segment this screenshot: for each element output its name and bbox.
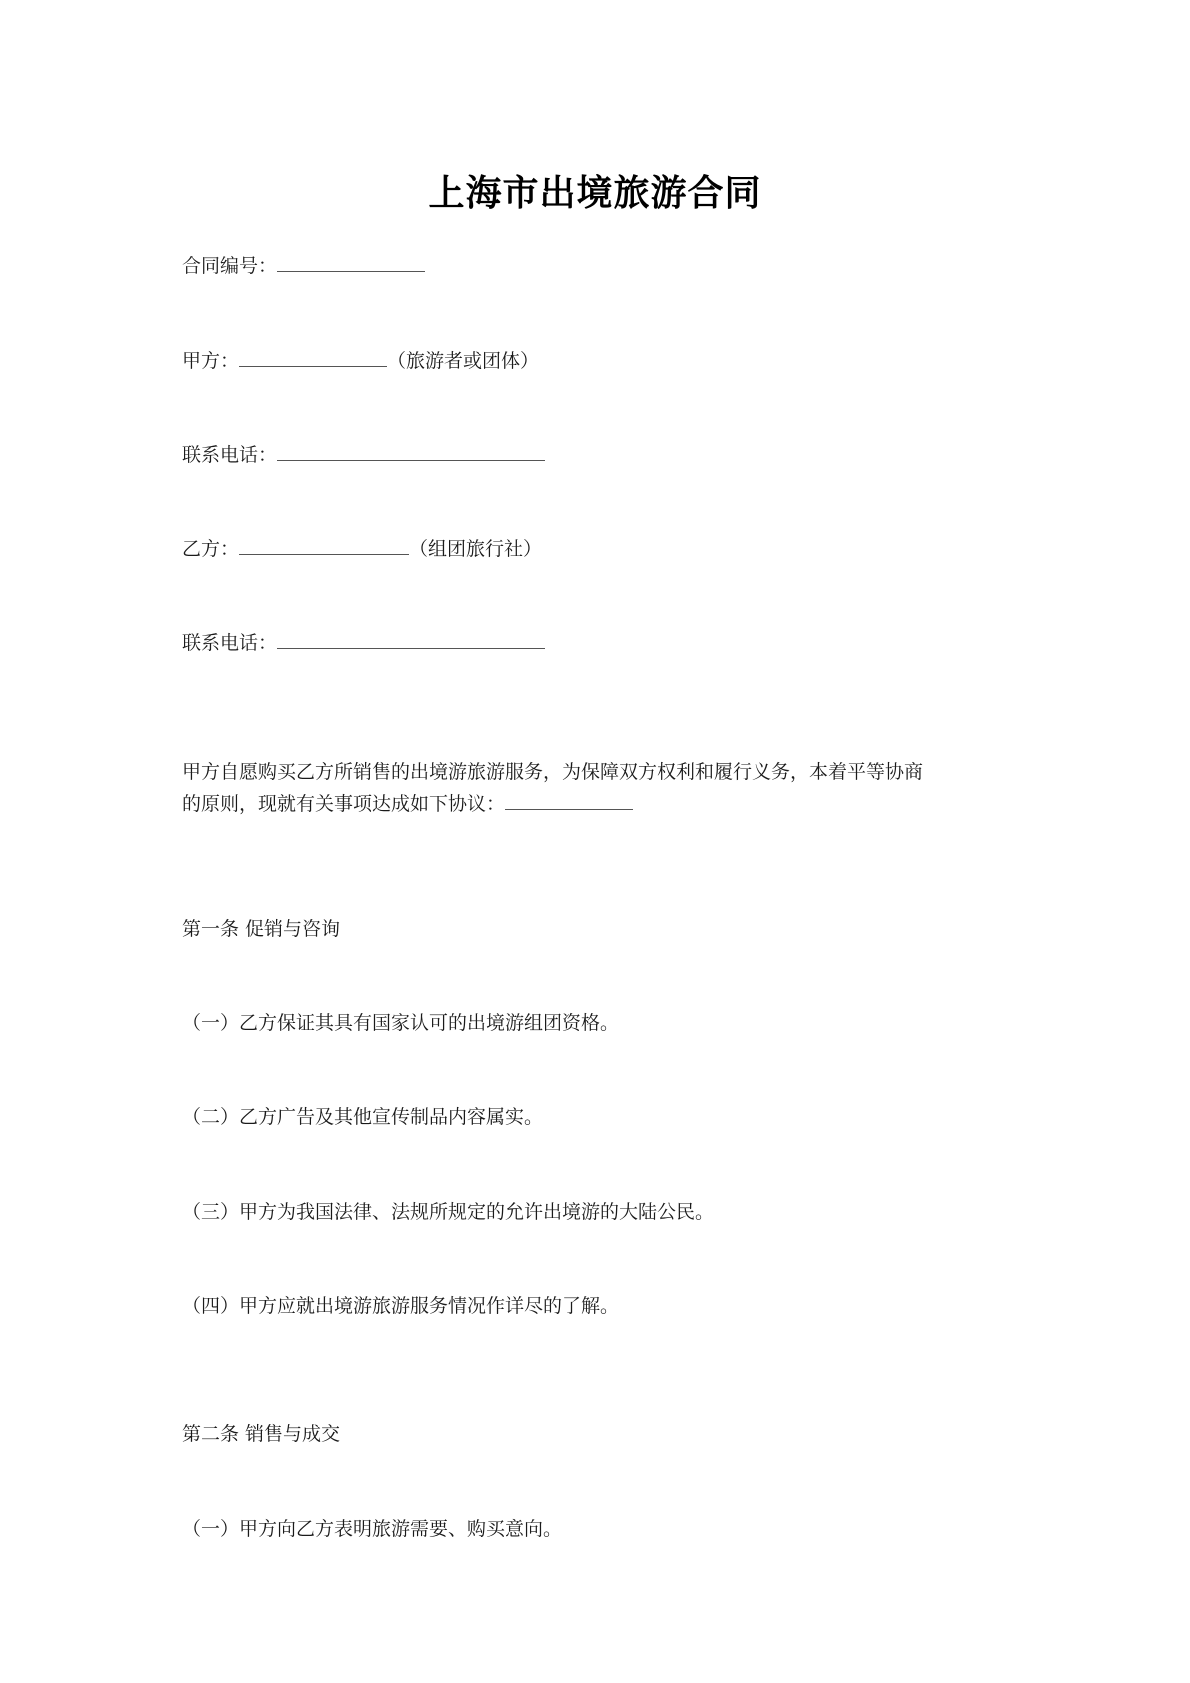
preamble-blank[interactable] [505,791,633,810]
party-a-phone-label: 联系电话： [182,444,278,466]
party-b-phone-row [182,629,545,657]
contract-number-field[interactable] [277,253,425,272]
preamble-line-2 [182,790,633,818]
party-a-phone-row [182,441,545,469]
party-a-phone-field[interactable] [277,442,545,461]
article-1-item-1: （一）乙方保证其具有国家认可的出境游组团资格。 [182,1012,620,1034]
article-2-item-1: （一）甲方向乙方表明旅游需要、购买意向。 [182,1518,563,1540]
party-b-label: 乙方： [182,538,240,560]
document-title: 上海市出境旅游合同 [428,172,762,214]
party-a-row [182,347,539,375]
party-a-field[interactable] [239,348,387,367]
party-a-note: （旅游者或团体） [387,350,540,372]
party-b-phone-label: 联系电话： [182,632,278,654]
party-b-row [182,535,542,563]
preamble-line-1: 甲方自愿购买乙方所销售的出境游旅游服务，为保障双方权利和履行义务，本着平等协商 [182,761,924,783]
article-2-heading: 第二条 销售与成交 [182,1423,341,1445]
article-1-heading: 第一条 促销与咨询 [182,918,341,940]
article-1-item-3: （三）甲方为我国法律、法规所规定的允许出境游的大陆公民。 [182,1201,715,1223]
party-a-label: 甲方： [182,350,240,372]
contract-number-label: 合同编号： [182,255,278,277]
party-b-note: （组团旅行社） [409,538,543,560]
party-b-field[interactable] [239,536,409,555]
article-1-item-4: （四）甲方应就出境游旅游服务情况作详尽的了解。 [182,1295,620,1317]
party-b-phone-field[interactable] [277,630,545,649]
article-1-item-2: （二）乙方广告及其他宣传制品内容属实。 [182,1106,544,1128]
preamble-text: 的原则，现就有关事项达成如下协议： [182,793,506,815]
contract-number-row [182,252,425,280]
